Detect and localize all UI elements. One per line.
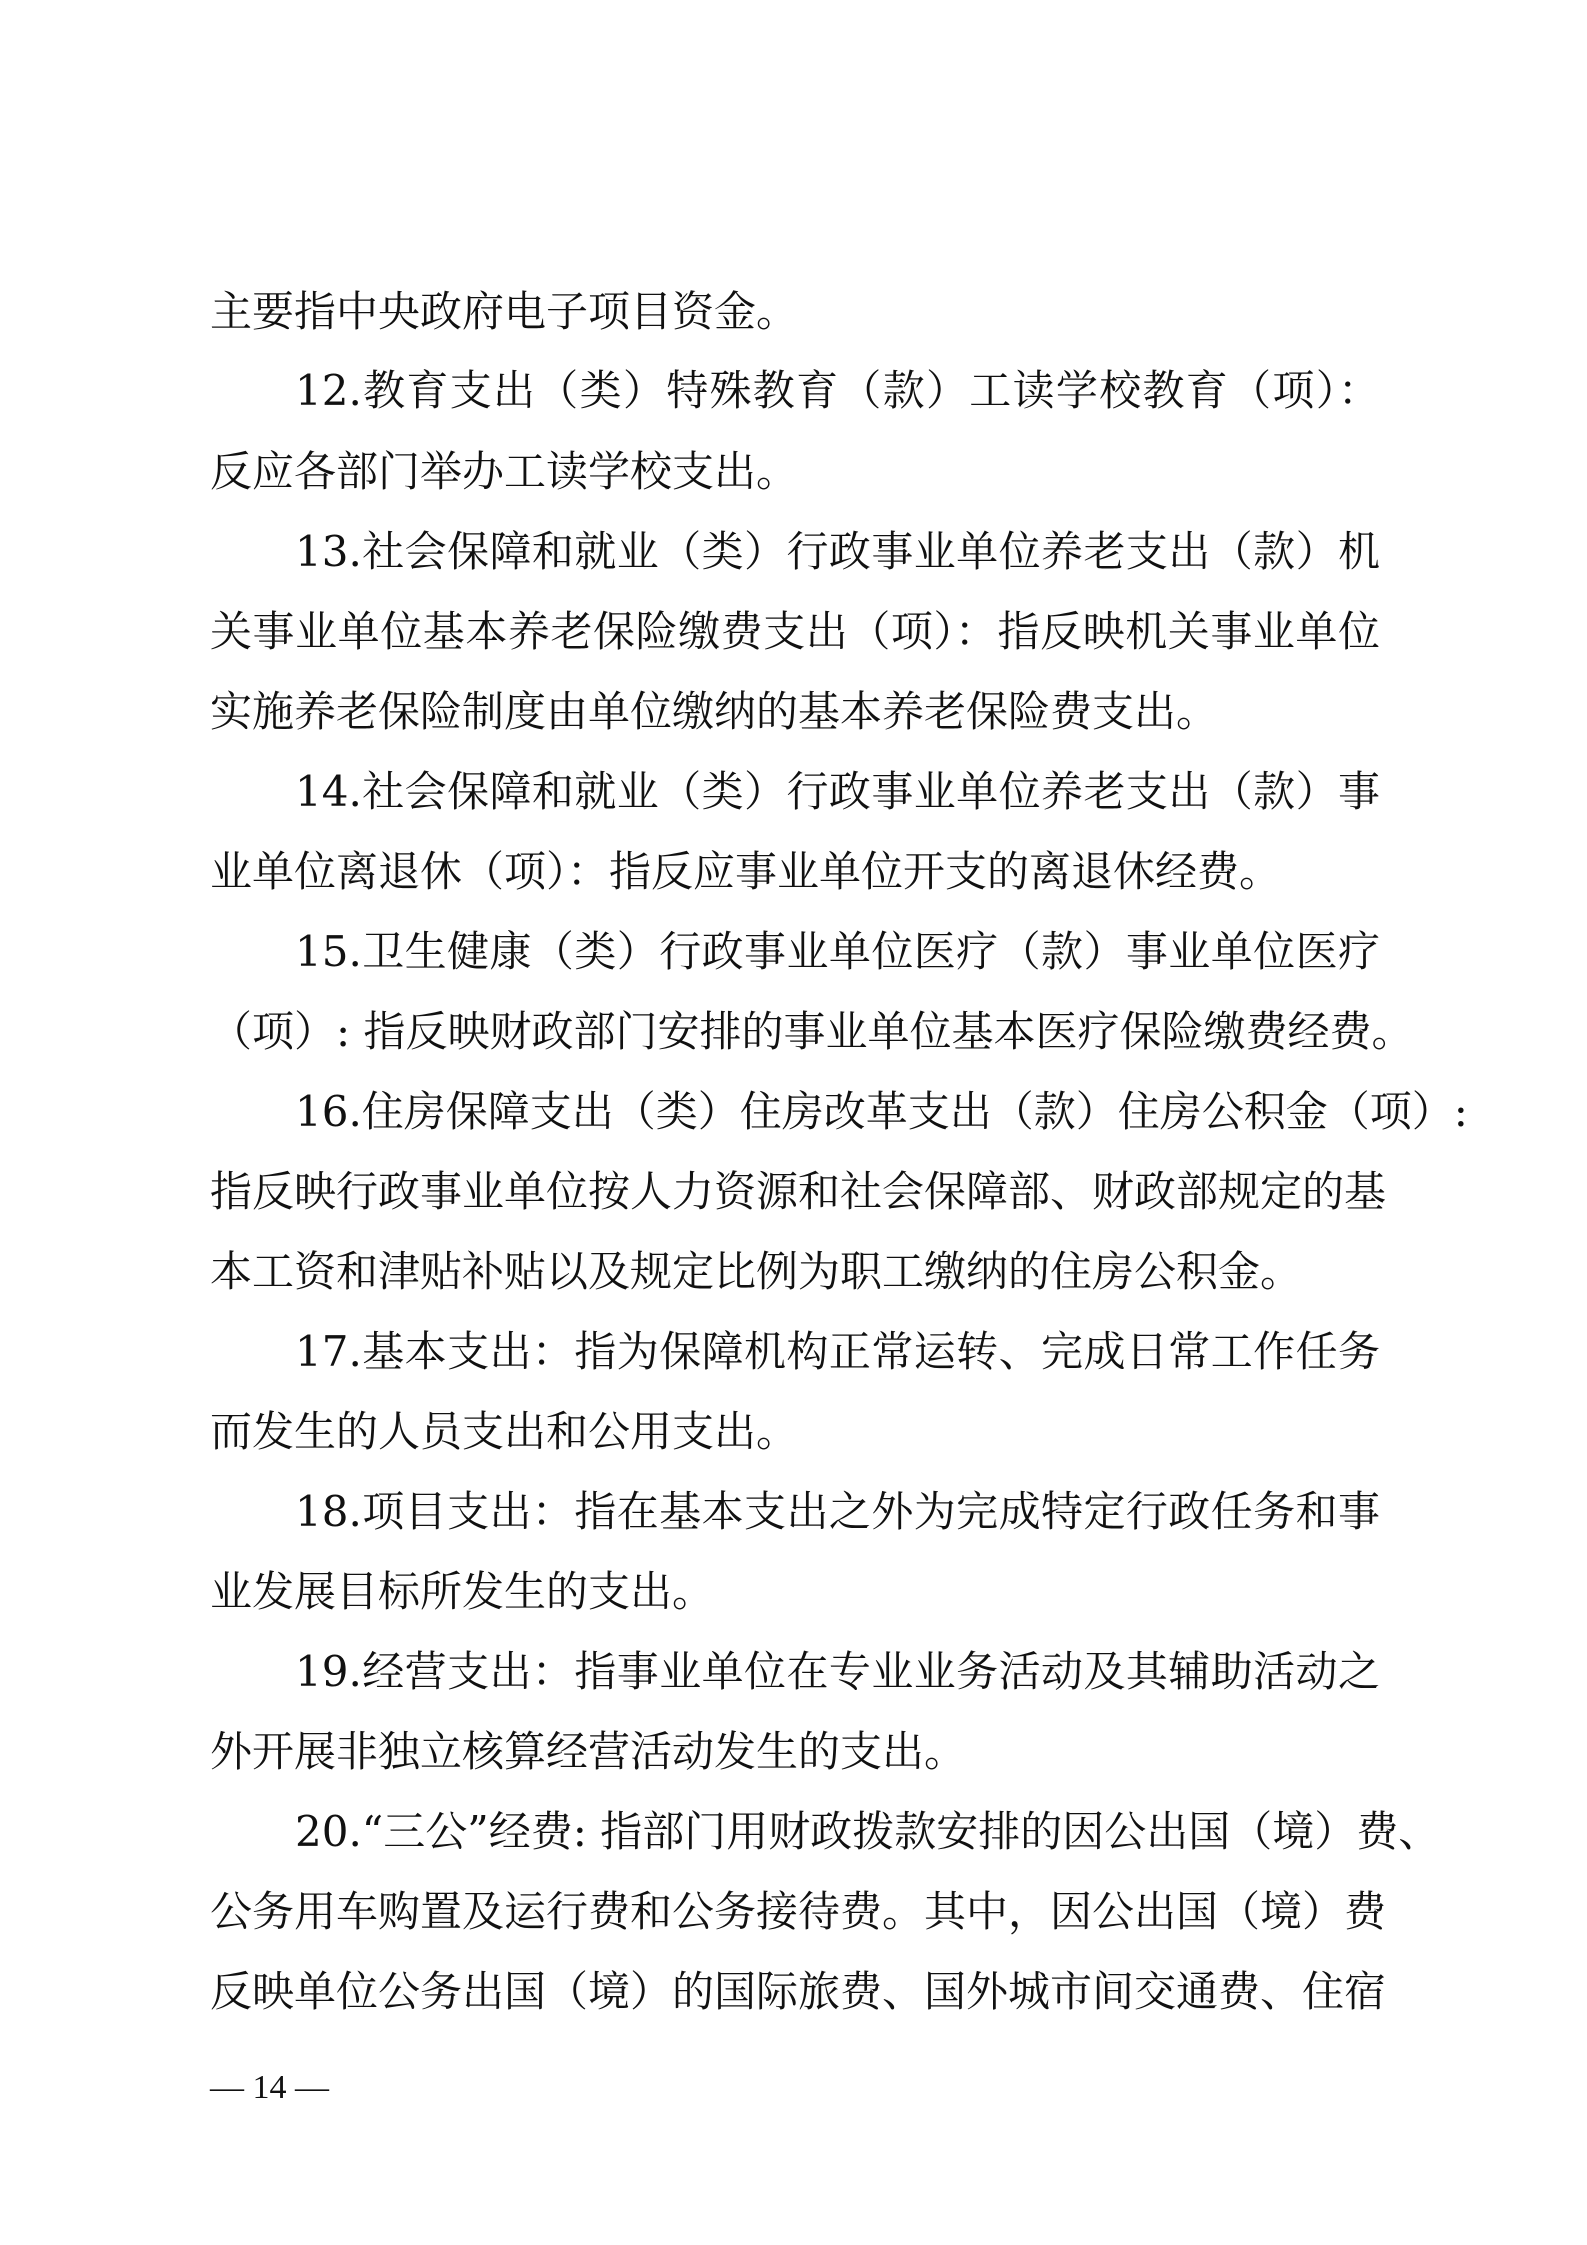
page-number: — 14 — — [210, 2069, 329, 2106]
text-line: 外开展非独立核算经营活动发生的支出。 — [210, 1727, 967, 1776]
text-line: 实施养老保险制度由单位缴纳的基本养老保险费支出。 — [210, 687, 1219, 736]
text-line: （项）: 指反映财政部门安排的事业单位基本医疗保险缴费经费。 — [210, 1007, 1414, 1056]
text-line: 14.社会保障和就业（类）行政事业单位养老支出（款）事 — [295, 767, 1380, 816]
text-line: 本工资和津贴补贴以及规定比例为职工缴纳的住房公积金。 — [210, 1247, 1303, 1296]
text-line: 12.教育支出（类）特殊教育（款）工读学校教育（项）： — [295, 366, 1380, 415]
text-line: 指反映行政事业单位按人力资源和社会保障部、财政部规定的基 — [210, 1167, 1387, 1216]
text-line: 公务用车购置及运行费和公务接待费。其中，因公出国（境）费 — [210, 1887, 1387, 1936]
text-line: 反应各部门举办工读学校支出。 — [210, 447, 799, 496]
text-line: 16.住房保障支出（类）住房改革支出（款）住房公积金（项）: — [295, 1087, 1468, 1136]
text-line: 主要指中央政府电子项目资金。 — [210, 287, 799, 336]
text-line: 20.“三公”经费: 指部门用财政拨款安排的因公出国（境）费、 — [295, 1807, 1441, 1856]
text-line: 而发生的人员支出和公用支出。 — [210, 1407, 799, 1456]
text-line: 18.项目支出：指在基本支出之外为完成特定行政任务和事 — [295, 1487, 1380, 1536]
text-line: 17.基本支出：指为保障机构正常运转、完成日常工作任务 — [295, 1327, 1380, 1376]
text-line: 15.卫生健康（类）行政事业单位医疗（款）事业单位医疗 — [295, 927, 1380, 976]
text-line: 关事业单位基本养老保险缴费支出（项）：指反映机关事业单位 — [210, 607, 1380, 656]
text-line: 13.社会保障和就业（类）行政事业单位养老支出（款）机 — [295, 527, 1380, 576]
text-line: 19.经营支出：指事业单位在专业业务活动及其辅助活动之 — [295, 1647, 1380, 1696]
text-line: 反映单位公务出国（境）的国际旅费、国外城市间交通费、住宿 — [210, 1967, 1387, 2016]
text-line: 业发展目标所发生的支出。 — [210, 1567, 715, 1616]
text-line: 业单位离退休（项）：指反应事业单位开支的离退休经费。 — [210, 847, 1282, 896]
